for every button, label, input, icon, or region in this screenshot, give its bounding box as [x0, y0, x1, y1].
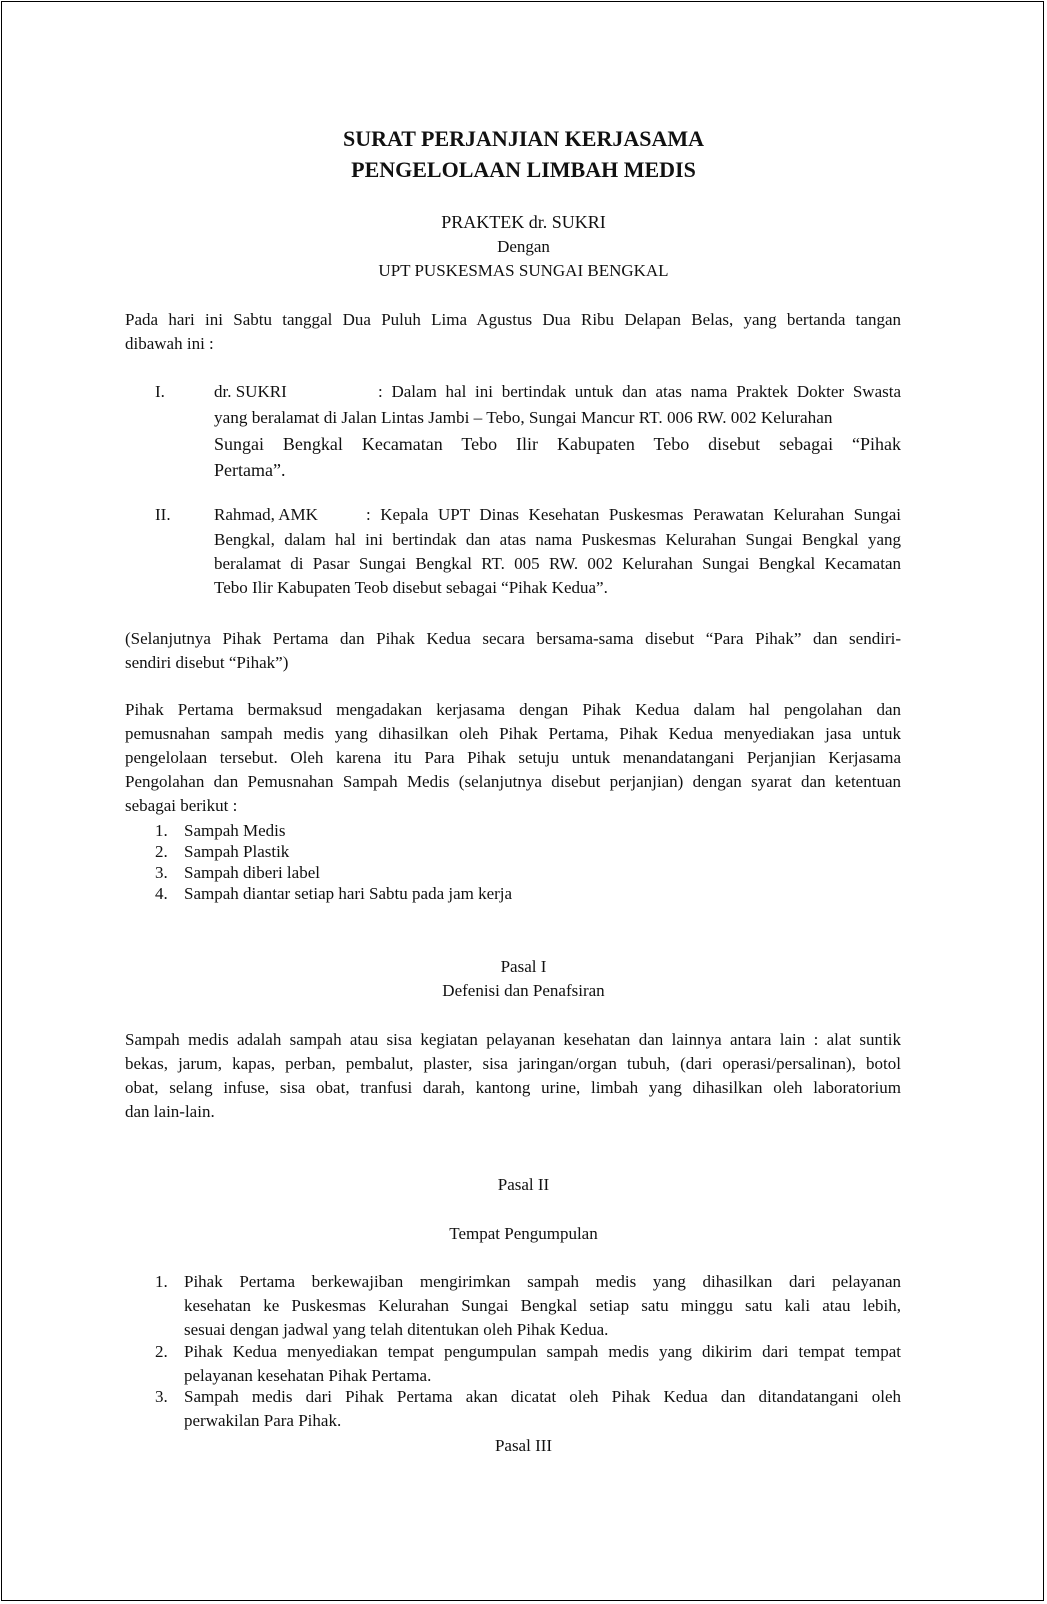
list-item-line: perwakilan Para Pihak. [184, 1411, 342, 1430]
party-name: dr. SUKRI [214, 382, 287, 401]
list-number: 1. [155, 1272, 168, 1291]
purpose-line: Pihak Pertama bermaksud mengadakan kerjasama dengan Pihak Kedua dalam hal pengolahan dan [125, 700, 901, 719]
list-item-line: kesehatan ke Puskesmas Kelurahan Sungai Bengkal setiap satu minggu satu kali atau lebih, [184, 1296, 901, 1315]
purpose-line: pemusnahan sampah medis yang dihasilkan oleh Pihak Pertama, Pihak Kedua menyediakan jasa untuk [125, 724, 901, 743]
party-numeral: II. [155, 505, 171, 524]
party-description-line: beralamat di Pasar Sungai Bengkal RT. 005 RW. 002 Kelurahan Sungai Bengkal Kecamatan [214, 554, 901, 573]
party-2-heading: UPT PUSKESMAS SUNGAI BENGKAL [378, 261, 669, 280]
list-number: 3. [155, 1387, 168, 1406]
pasal-2-heading: Pasal II [497, 1175, 550, 1194]
purpose-line: sebagai berikut : [125, 796, 238, 815]
document-page [1, 1, 1044, 1601]
list-number: 2. [155, 1342, 168, 1361]
pasal-1-line: bekas, jarum, kapas, perban, pembalut, plaster, sisa jaringan/organ tubuh, (dari operasi/persalinan), botol [125, 1054, 901, 1073]
pasal-1-heading: Pasal I [500, 957, 547, 976]
document-title-line-1: SURAT PERJANJIAN KERJASAMA [343, 126, 704, 151]
pasal-1-line: dan lain-lain. [125, 1102, 215, 1121]
list-item-line: sesuai dengan jadwal yang telah ditentukan oleh Pihak Kedua. [184, 1320, 609, 1339]
list-item: Sampah diantar setiap hari Sabtu pada jam kerja [184, 884, 513, 903]
list-item-line: Sampah medis dari Pihak Pertama akan dicatat oleh Pihak Kedua dan ditandatangani oleh [184, 1387, 901, 1406]
list-item: Sampah Medis [184, 821, 286, 840]
purpose-line: Pengolahan dan Pemusnahan Sampah Medis (selanjutnya disebut perjanjian) dengan syarat dan ketentuan [125, 772, 901, 791]
pasal-1-line: Sampah medis adalah sampah atau sisa kegiatan pelayanan kesehatan dan lainnya antara lain : alat suntik [125, 1030, 901, 1049]
party-description-line: yang beralamat di Jalan Lintas Jambi – Tebo, Sungai Mancur RT. 006 RW. 002 Kelurahan [214, 408, 833, 427]
with-text: Dengan [497, 237, 550, 256]
party-description-line: Tebo Ilir Kabupaten Teob disebut sebagai “Pihak Kedua”. [214, 578, 608, 597]
party-numeral: I. [155, 382, 165, 401]
party-1-heading: PRAKTEK dr. SUKRI [441, 212, 606, 232]
list-item-line: Pihak Kedua menyediakan tempat pengumpulan sampah medis yang dikirim dari tempat tempat [184, 1342, 901, 1361]
party-description-line: Bengkal, dalam hal ini bertindak dan atas nama Puskesmas Kelurahan Sungai Bengkal yang [214, 530, 901, 549]
intro-line: Pada hari ini Sabtu tanggal Dua Puluh Lima Agustus Dua Ribu Delapan Belas, yang bertanda tangan [125, 310, 901, 329]
purpose-line: pengelolaan tersebut. Oleh karena itu Para Pihak setuju untuk menandatangani Perjanjian Kerjasama [125, 748, 901, 767]
party-description-line: Pertama”. [214, 460, 286, 480]
para-pihak-line: sendiri disebut “Pihak”) [125, 653, 289, 672]
list-item: Sampah Plastik [184, 842, 290, 861]
party-name: Rahmad, AMK [214, 505, 318, 524]
pasal-3-heading: Pasal III [494, 1436, 553, 1455]
party-description-line: : Kepala UPT Dinas Kesehatan Puskesmas Perawatan Kelurahan Sungai [366, 505, 901, 524]
pasal-2-subheading: Tempat Pengumpulan [449, 1224, 598, 1243]
list-number: 3. [155, 863, 168, 882]
pasal-1-line: obat, selang infuse, sisa obat, tranfusi darah, kantong urine, limbah yang dihasilkan oleh laboratorium [125, 1078, 901, 1097]
document-title-line-2: PENGELOLAAN LIMBAH MEDIS [351, 157, 696, 182]
para-pihak-line: (Selanjutnya Pihak Pertama dan Pihak Kedua secara bersama-sama disebut “Para Pihak” dan sendiri- [125, 629, 901, 648]
list-item: Sampah diberi label [184, 863, 320, 882]
list-number: 2. [155, 842, 168, 861]
list-item-line: Pihak Pertama berkewajiban mengirimkan sampah medis yang dihasilkan dari pelayanan [184, 1272, 901, 1291]
list-number: 1. [155, 821, 168, 840]
list-item-line: pelayanan kesehatan Pihak Pertama. [184, 1366, 432, 1385]
party-description-line: Sungai Bengkal Kecamatan Tebo Ilir Kabupaten Tebo disebut sebagai “Pihak [214, 434, 901, 454]
list-number: 4. [155, 884, 168, 903]
party-description-line: : Dalam hal ini bertindak untuk dan atas nama Praktek Dokter Swasta [378, 382, 901, 401]
pasal-1-subheading: Defenisi dan Penafsiran [442, 981, 605, 1000]
intro-line: dibawah ini : [125, 334, 214, 353]
